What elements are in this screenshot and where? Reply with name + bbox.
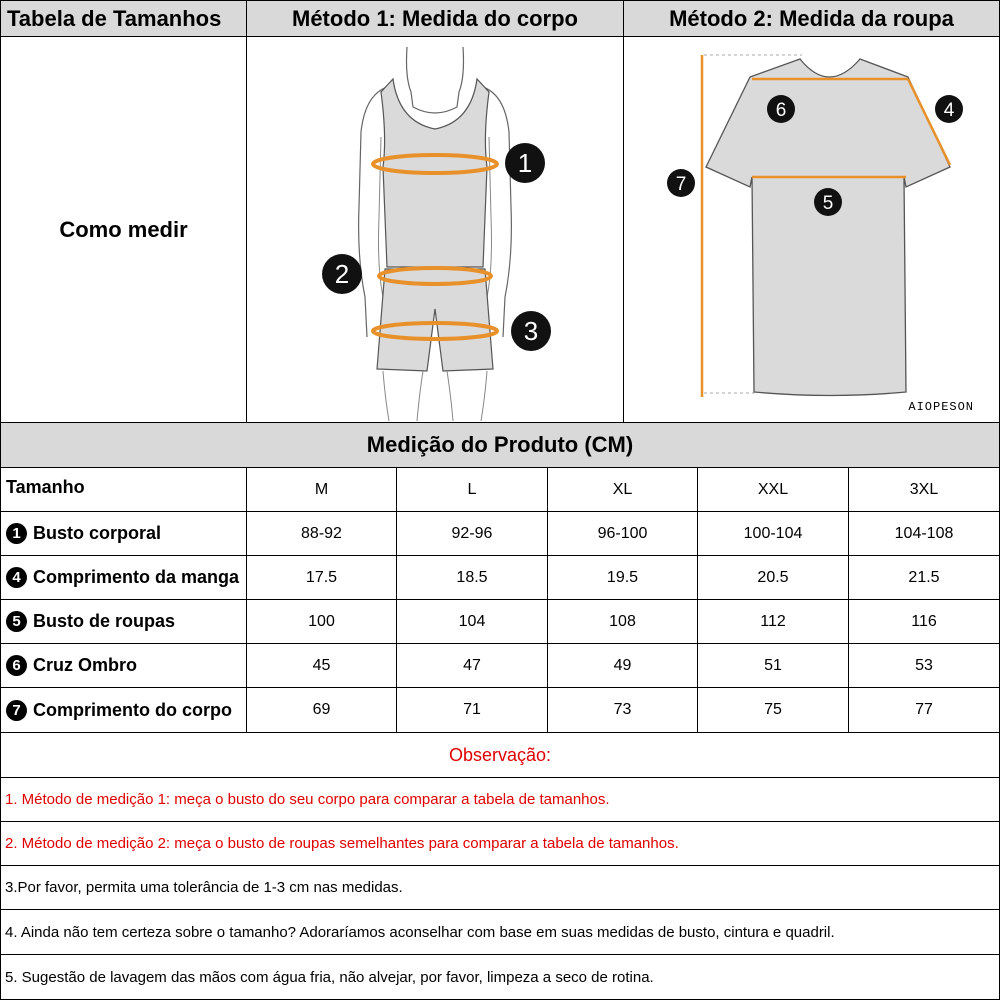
table-cell: 21.5: [848, 555, 1000, 600]
table-row-label: [0, 687, 247, 733]
table-cell: 17.5: [246, 555, 397, 600]
table-cell: 19.5: [547, 555, 698, 600]
table-row-label: [0, 511, 247, 556]
table-cell: 53: [848, 643, 1000, 688]
bullet-4-icon: 4: [6, 567, 27, 588]
table-row-label: [0, 643, 247, 688]
body-measure-cell: [246, 36, 624, 423]
tshirt-shape: [706, 59, 950, 396]
table-cell: 71: [396, 687, 548, 733]
note-item: 1. Método de medição 1: meça o busto do seu corpo para comparar a tabela de tamanhos.: [0, 777, 1000, 822]
header-method-1: Método 1: Medida do corpo: [246, 0, 624, 37]
marker-5: 5: [822, 193, 834, 214]
header-method-2: Método 2: Medida da roupa: [623, 0, 1000, 37]
marker-6: 6: [775, 100, 787, 121]
table-cell: 18.5: [396, 555, 548, 600]
table-row-label: [0, 599, 247, 644]
size-header: Tamanho: [0, 467, 247, 512]
header-size-table: Tabela de Tamanhos: [0, 0, 247, 37]
size-l: L: [396, 467, 548, 512]
table-cell: 47: [396, 643, 548, 688]
table-cell: 51: [697, 643, 849, 688]
note-item: 2. Método de medição 2: meça o busto de roupas semelhantes para comparar a tabela de tamanhos.: [0, 821, 1000, 866]
bullet-7-icon: 7: [6, 700, 27, 721]
table-cell: 108: [547, 599, 698, 644]
table-cell: 49: [547, 643, 698, 688]
table-cell: 96-100: [547, 511, 698, 556]
table-cell: 75: [697, 687, 849, 733]
row-label-text: Busto corporal: [33, 523, 162, 543]
table-cell: 73: [547, 687, 698, 733]
table-cell: 77: [848, 687, 1000, 733]
table-cell: 20.5: [697, 555, 849, 600]
table-cell: 69: [246, 687, 397, 733]
row-label-text: Busto de roupas: [33, 611, 176, 631]
table-cell: 92-96: [396, 511, 548, 556]
note-item: 3.Por favor, permita uma tolerância de 1-3 cm nas medidas.: [0, 865, 1000, 910]
size-xl: XL: [547, 467, 698, 512]
table-cell: 45: [246, 643, 397, 688]
table-cell: 100: [246, 599, 397, 644]
marker-3: 3: [523, 316, 539, 346]
row-label-text: Cruz Ombro: [33, 655, 138, 675]
marker-4: 4: [943, 100, 955, 121]
bullet-1-icon: 1: [6, 523, 27, 544]
marker-2: 2: [334, 259, 350, 289]
row-label-text: Comprimento da manga: [33, 567, 240, 587]
how-to-measure-label: Como medir: [0, 36, 247, 423]
table-cell: 116: [848, 599, 1000, 644]
table-cell: 112: [697, 599, 849, 644]
brand-label: AIOPESON: [908, 400, 974, 414]
note-item: 5. Sugestão de lavagem das mãos com água fria, não alvejar, por favor, limpeza a seco de rotina.: [0, 954, 1000, 1000]
size-xxl: XXL: [697, 467, 849, 512]
tshirt-illustration: [624, 37, 999, 422]
table-cell: 104: [396, 599, 548, 644]
marker-1: 1: [517, 148, 533, 178]
table-row-label: [0, 555, 247, 600]
table-cell: 104-108: [848, 511, 1000, 556]
note-item: 4. Ainda não tem certeza sobre o tamanho? Adoraríamos aconselhar com base em suas medidas de busto, cintura e quadril.: [0, 909, 1000, 955]
bullet-6-icon: 6: [6, 655, 27, 676]
table-cell: 88-92: [246, 511, 397, 556]
size-3xl: 3XL: [848, 467, 1000, 512]
garment-measure-cell: [623, 36, 1000, 423]
size-m: M: [246, 467, 397, 512]
marker-7: 7: [675, 174, 687, 195]
body-figure-illustration: [247, 37, 623, 422]
bullet-5-icon: 5: [6, 611, 27, 632]
section-title: Medição do Produto (CM): [0, 422, 1000, 468]
notes-title: Observação:: [0, 732, 1000, 778]
row-label-text: Comprimento do corpo: [33, 699, 232, 720]
table-cell: 100-104: [697, 511, 849, 556]
